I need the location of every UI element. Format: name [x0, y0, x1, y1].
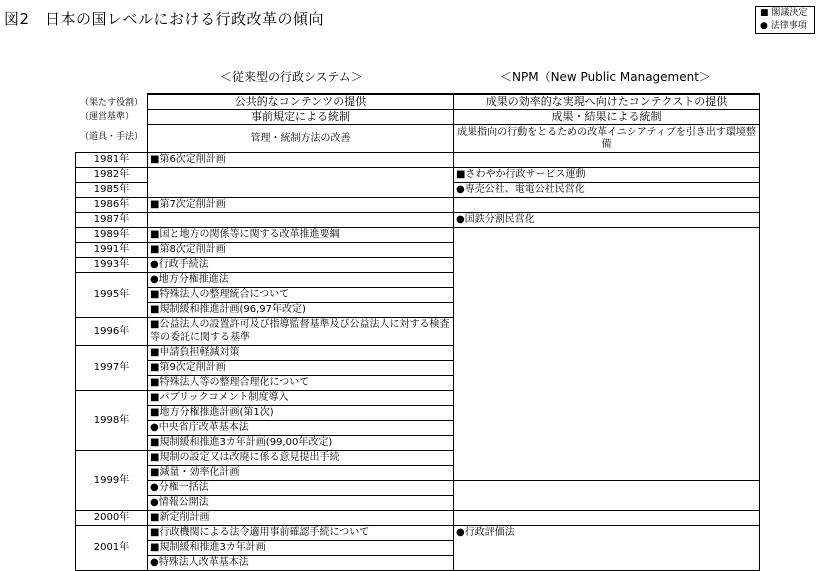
npm-cell: ■さわやか行政サービス運動 [454, 168, 760, 183]
traditional-cell: ■第6次定削計画 [148, 153, 454, 168]
year-cell: 1991年 [76, 243, 148, 258]
header-row-standard [76, 110, 760, 125]
year-cell: 1985年 [76, 183, 148, 198]
npm-cell: ●専売公社、電電公社民営化 [454, 183, 760, 198]
header-row-tools [76, 125, 760, 153]
legend-box [755, 6, 815, 34]
traditional-cell: ■第7次定削計画 [148, 198, 454, 213]
npm-cell [454, 153, 760, 168]
npm-cell [454, 198, 760, 213]
table-row [76, 168, 760, 183]
table-row [76, 526, 760, 541]
year-cell: 1986年 [76, 198, 148, 213]
traditional-cell: ■新定削計画 [148, 511, 454, 526]
row-label-role: （果たす役割） [80, 98, 144, 108]
traditional-cell: ■第8次定削計画 [148, 243, 454, 258]
npm-cell: ●国鉄分割民営化 [454, 213, 760, 228]
traditional-cell: ■行政機関による法令適用事前確認手続について [148, 526, 454, 541]
table-row [76, 213, 760, 228]
reform-timeline-table [75, 93, 760, 571]
traditional-cell: ■規制の設定又は改廃に係る意見提出手続 [148, 451, 454, 466]
header-standard-traditional: 事前規定による統制 [148, 110, 454, 125]
traditional-cell: ■減量・効率化計画 [148, 466, 454, 481]
traditional-cell: ●情報公開法 [148, 496, 454, 511]
traditional-cell [148, 168, 454, 198]
legend-cabinet-decision: ■ 閣議決定 [760, 8, 808, 18]
table-row [76, 153, 760, 168]
year-cell: 2000年 [76, 511, 148, 526]
year-cell: 1987年 [76, 213, 148, 228]
traditional-cell: ●中央省庁改革基本法 [148, 421, 454, 436]
figure-title: 図2 日本の国レベルにおける行政改革の傾向 [4, 10, 325, 28]
traditional-cell: ●特殊法人改革基本法 [148, 556, 454, 571]
traditional-cell: ■規制緩和推進3カ年計画(99,00年改定) [148, 436, 454, 451]
traditional-cell [148, 213, 454, 228]
traditional-cell: ■公益法人の設置許可及び指導監督基準及び公益法人に対する検査等の委託に関する基準 [148, 318, 454, 346]
npm-cell-empty [454, 228, 760, 481]
header-role-npm: 成果の効率的な実現へ向けたコンテクストの提供 [454, 94, 760, 110]
column-heading-traditional: ＜従来型の行政システム＞ [220, 70, 363, 84]
year-cell: 1997年 [76, 346, 148, 391]
row-label-tools: （道具・手法） [80, 132, 144, 142]
header-tools-npm: 成果指向の行動をとるための改革イニシアティブを引き出す環境整備 [454, 125, 760, 153]
table-row [76, 481, 760, 496]
traditional-cell: ■特殊法人の整理統合について [148, 288, 454, 303]
traditional-cell: ■第9次定削計画 [148, 361, 454, 376]
traditional-cell: ●地方分権推進法 [148, 273, 454, 288]
year-cell: 1996年 [76, 318, 148, 346]
traditional-cell: ■パブリックコメント制度導入 [148, 391, 454, 406]
year-cell: 1982年 [76, 168, 148, 183]
year-cell: 1989年 [76, 228, 148, 243]
year-cell: 1998年 [76, 391, 148, 451]
table-row [76, 511, 760, 526]
traditional-cell: ■申請負担軽減対策 [148, 346, 454, 361]
traditional-cell: ●分権一括法 [148, 481, 454, 496]
table-row [76, 496, 760, 511]
traditional-cell: ■地方分権推進計画(第1次) [148, 406, 454, 421]
year-cell: 1993年 [76, 258, 148, 273]
traditional-cell: ■国と地方の関係等に関する改革推進要綱 [148, 228, 454, 243]
year-cell: 2001年 [76, 526, 148, 571]
header-role-traditional: 公共的なコンテンツの提供 [148, 94, 454, 110]
year-cell: 1995年 [76, 273, 148, 318]
npm-cell: ●行政評価法 [454, 526, 760, 571]
year-cell: 1999年 [76, 451, 148, 511]
traditional-cell: ●行政手続法 [148, 258, 454, 273]
header-tools-traditional: 管理・統制方法の改善 [148, 125, 454, 153]
traditional-cell: ■特殊法人等の整理合理化について [148, 376, 454, 391]
npm-cell [454, 511, 760, 526]
row-label-standard: （運営基準） [80, 112, 135, 122]
traditional-cell: ■規制緩和推進計画(96,97年改定) [148, 303, 454, 318]
header-row-role [76, 94, 760, 110]
legend-legal-matter: ● 法律事項 [760, 21, 807, 31]
traditional-cell: ■規制緩和推進3カ年計画 [148, 541, 454, 556]
header-standard-npm: 成果・結果による統制 [454, 110, 760, 125]
column-heading-npm: ＜NPM（New Public Management＞ [500, 70, 711, 84]
table-row [76, 228, 760, 243]
year-cell: 1981年 [76, 153, 148, 168]
table-row [76, 198, 760, 213]
